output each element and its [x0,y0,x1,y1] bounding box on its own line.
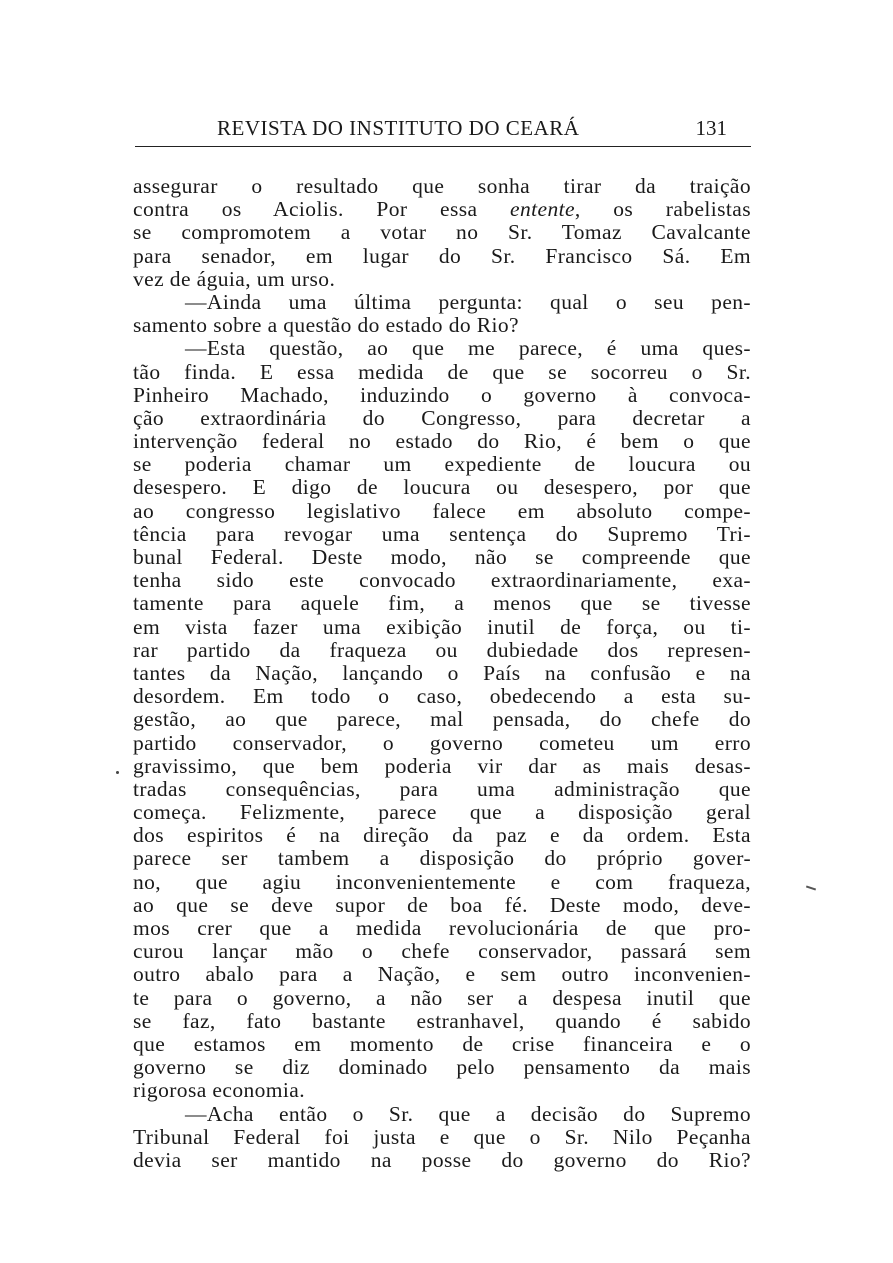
text-line: —Acha então o Sr. que a decisão do Supremo [185,1101,751,1126]
text-line: governo se diz dominado pelo pensamento da mais [133,1055,751,1080]
text-line: mos crer que a medida revolucionária de que pro- [133,916,751,940]
text-line: rigorosa economia. [133,1078,305,1103]
text-line: tenha sido este convocado extraordinariamente, exa- [133,568,751,593]
text-line: samento sobre a questão do estado do Rio? [133,313,519,338]
text-line: te para o governo, a não ser a despesa inutil que [133,985,751,1010]
text-line: ção extraordinária do Congresso, para decretar a [133,405,751,430]
text-line: tão finda. E essa medida de que se socorreu o Sr. [133,359,751,384]
text-line: —Ainda uma última pergunta: qual o seu pen- [185,289,751,314]
text-line: dos espiritos é na direção da paz e da ordem. Esta [133,823,751,848]
text-line: Tribunal Federal foi justa e que o Sr. Nilo Peçanha [133,1124,751,1149]
text-line: para senador, em lugar do Sr. Francisco Sá. Em [133,243,751,268]
text-line: se poderia chamar um expediente de loucura ou [133,452,751,477]
text-line: desordem. Em todo o caso, obedecendo a esta su- [133,684,751,709]
text-line: desespero. E digo de loucura ou desespero, por que [133,475,751,500]
text-line: começa. Felizmente, parece que a disposição geral [133,800,751,825]
text-line: gestão, ao que parece, mal pensada, do chefe do [133,707,751,732]
margin-mark [806,886,816,891]
text-line: ao que se deve supor de boa fé. Deste modo, deve- [133,892,751,917]
text-line: outro abalo para a Nação, e sem outro inconvenien- [133,962,751,987]
text-line: parece ser tambem a disposição do próprio gover- [133,846,751,871]
text-line: gravissimo, que bem poderia vir dar as mais desas- [133,753,751,778]
text-line: intervenção federal no estado do Rio, é bem o que [133,429,751,454]
text-line: rar partido da fraqueza ou dubiedade dos represen- [133,637,751,662]
text-line: no, que agiu inconvenientemente e com fraqueza, [133,869,751,894]
text-line: vez de águia, um urso. [133,266,336,291]
text-line: curou lançar mão o chefe conservador, passará sem [133,939,751,964]
page-header [135,116,751,147]
text-line: contra os Aciolis. Por essa entente, os rabelistas [133,197,751,222]
text-line: partido conservador, o governo cometeu um erro [133,730,751,755]
text-line: bunal Federal. Deste modo, não se compreende que [133,545,751,569]
page-number: 131 [695,116,727,140]
running-head: REVISTA DO INSTITUTO DO CEARÁ [217,116,580,140]
text-line: devia ser mantido na posse do governo do Rio? [133,1147,751,1172]
body-text [133,175,751,1172]
text-line: tantes da Nação, lançando o País na confusão e na [133,660,751,685]
text-line: tamente para aquele fim, a menos que se tivesse [133,591,751,616]
text-line: se compromotem a votar no Sr. Tomaz Cavalcante [133,220,751,245]
text-line: tradas consequências, para uma administração que [133,776,751,801]
text-line: em vista fazer uma exibição inutil de força, ou ti- [133,614,751,639]
text-line: assegurar o resultado que sonha tirar da traição [133,174,751,198]
text-line: que estamos em momento de crise financeira e o [133,1031,751,1056]
text-line: se faz, fato bastante estranhavel, quando é sabido [133,1008,751,1033]
text-line: —Esta questão, ao que me parece, é uma ques- [185,336,751,361]
ink-speck [116,771,119,774]
text-line: tência para revogar uma sentença do Supremo Tri- [133,521,751,546]
text-line: Pinheiro Machado, induzindo o governo à convoca- [133,382,751,407]
italic-word: entente [510,197,575,222]
text-line: ao congresso legislativo falece em absoluto compe- [133,498,751,523]
